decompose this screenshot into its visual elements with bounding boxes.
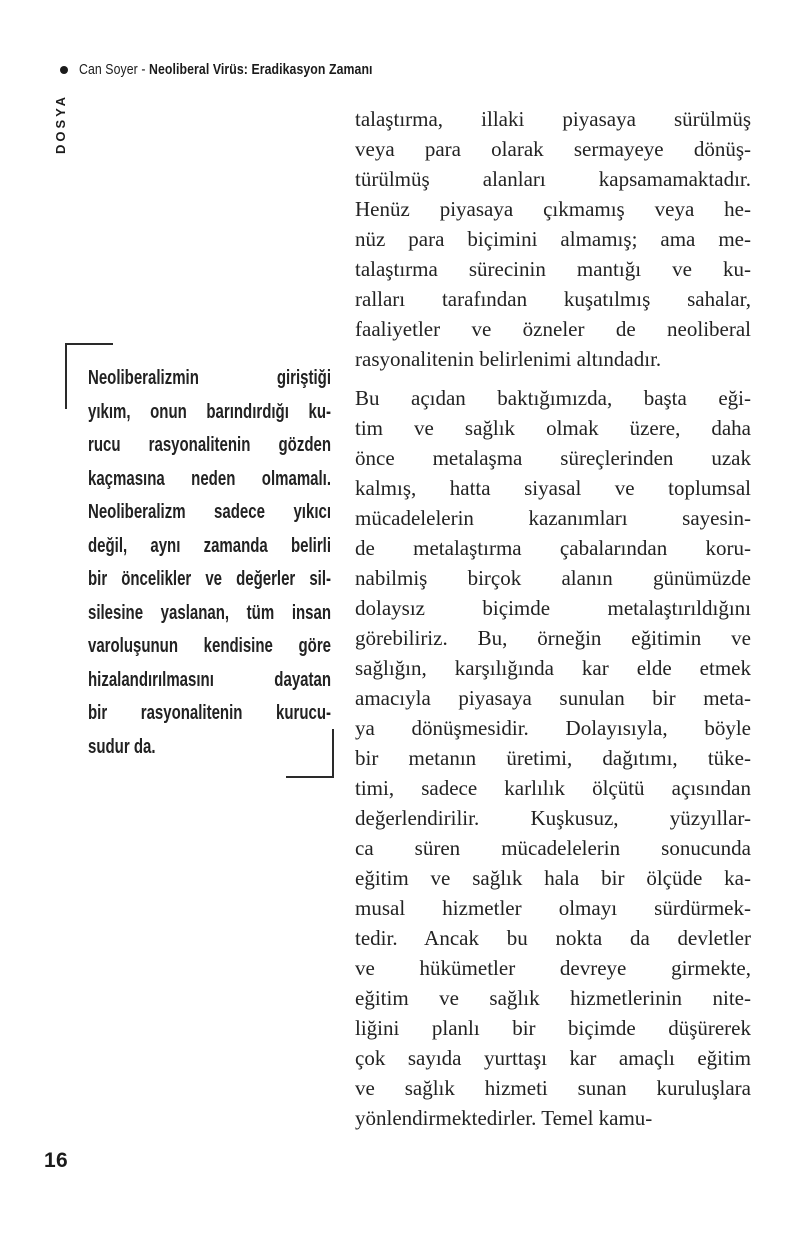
text-line: varoluşunun kendisine göre — [88, 635, 331, 657]
text-line: tedir. Ancak bu nokta da devletler — [355, 926, 751, 950]
text-line: nüz para biçimini almamış; ama me- — [355, 227, 751, 251]
text-line: eğitim ve sağlık hizmetlerinin nite- — [355, 986, 751, 1010]
text-line: yıkım, onun barındırdığı ku- — [88, 400, 331, 423]
text-line: bir rasyonalitenin kurucu- — [88, 702, 331, 724]
text-line: Neoliberalizmin giriştiği — [88, 367, 331, 389]
text-line: talaştırma, illaki piyasaya sürülmüş — [355, 107, 751, 131]
text-line: bir metanın üretimi, dağıtımı, tüke- — [355, 746, 751, 770]
text-line: kalmış, hatta siyasal ve toplumsal — [355, 476, 751, 500]
text-line: yönlendirmektedirler. Temel kamu- — [355, 1106, 653, 1130]
text-line: mücadelelerin kazanımları sayesin- — [355, 506, 751, 530]
text-line: nabilmiş birçok alanın günümüzde — [355, 566, 751, 590]
text-line: ya dönüşmesidir. Dolayısıyla, böyle — [355, 716, 751, 740]
text-line: veya para olarak sermayeye dönüş- — [355, 137, 751, 161]
text-line: Henüz piyasaya çıkmamış veya he- — [355, 197, 751, 221]
text-line: Bu açıdan baktığımızda, başta eği- — [355, 386, 751, 410]
text-line: kaçmasına neden olmamalı. — [88, 467, 331, 490]
text-line: sağlığın, karşılığında kar elde etmek — [355, 656, 751, 680]
text-line: Neoliberalizm sadece yıkıcı — [88, 501, 331, 523]
text-line: eğitim ve sağlık hala bir ölçüde ka- — [355, 866, 751, 890]
text-line: önce metalaşma süreçlerinden uzak — [355, 446, 751, 470]
text-line: faaliyetler ve özneler de neoliberal — [355, 317, 751, 341]
author-name: Can Soyer - — [79, 61, 150, 78]
pull-quote — [88, 362, 331, 764]
bullet-icon — [60, 66, 68, 74]
body-paragraph-1 — [355, 104, 751, 374]
text-line: talaştırma sürecinin mantığı ve ku- — [355, 257, 751, 281]
text-line: liğini planlı bir biçimde düşürerek — [355, 1016, 751, 1040]
text-line: değerlendirilir. Kuşkusuz, yüzyıllar- — [355, 806, 751, 830]
article-title: Neoliberal Virüs: Eradikasyon Zamanı — [149, 61, 373, 78]
text-line: dolaysız biçimde metalaştırıldığını — [355, 596, 751, 620]
text-line: görebiliriz. Bu, örneğin eğitimin ve — [355, 626, 751, 650]
text-line: değil, aynı zamanda belirli — [88, 534, 331, 557]
text-line: hizalandırılmasını dayatan — [88, 668, 331, 691]
text-line: rucu rasyonalitenin gözden — [88, 434, 331, 456]
text-line: rasyonalitenin belirlenimi altındadır. — [355, 347, 662, 371]
page-number: 16 — [44, 1149, 68, 1172]
text-line: musal hizmetler olmayı sürdürmek- — [355, 896, 751, 920]
body-paragraph-2 — [355, 383, 751, 1133]
text-line: sudur da. — [88, 735, 156, 758]
text-line: ca süren mücadelelerin sonucunda — [355, 836, 751, 860]
text-line: ve sağlık hizmeti sunan kuruluşlara — [355, 1076, 751, 1100]
text-line: tim ve sağlık olmak üzere, daha — [355, 416, 751, 440]
text-line: ralları tarafından kuşatılmış sahalar, — [355, 287, 751, 311]
text-line: ve hükümetler devreye girmekte, — [355, 956, 751, 980]
text-line: türülmüş alanları kapsamamaktadır. — [355, 167, 751, 191]
text-line: bir öncelikler ve değerler sil- — [88, 568, 331, 590]
text-line: silesine yaslanan, tüm insan — [88, 601, 331, 624]
text-line: de metalaştırma çabalarından koru- — [355, 536, 751, 560]
text-line: çok sayıda yurttaşı kar amaçlı eğitim — [355, 1046, 751, 1070]
page-header — [60, 61, 437, 78]
pull-quote-text — [88, 362, 331, 764]
body-column — [355, 104, 751, 1142]
header-text — [79, 61, 373, 78]
section-label-dosya: DOSYA — [53, 93, 68, 155]
text-line: amacıyla piyasaya sunulan bir meta- — [355, 686, 751, 710]
text-line: timi, sadece karlılık ölçütü açısından — [355, 776, 751, 800]
quote-bracket-close-icon — [286, 729, 334, 778]
